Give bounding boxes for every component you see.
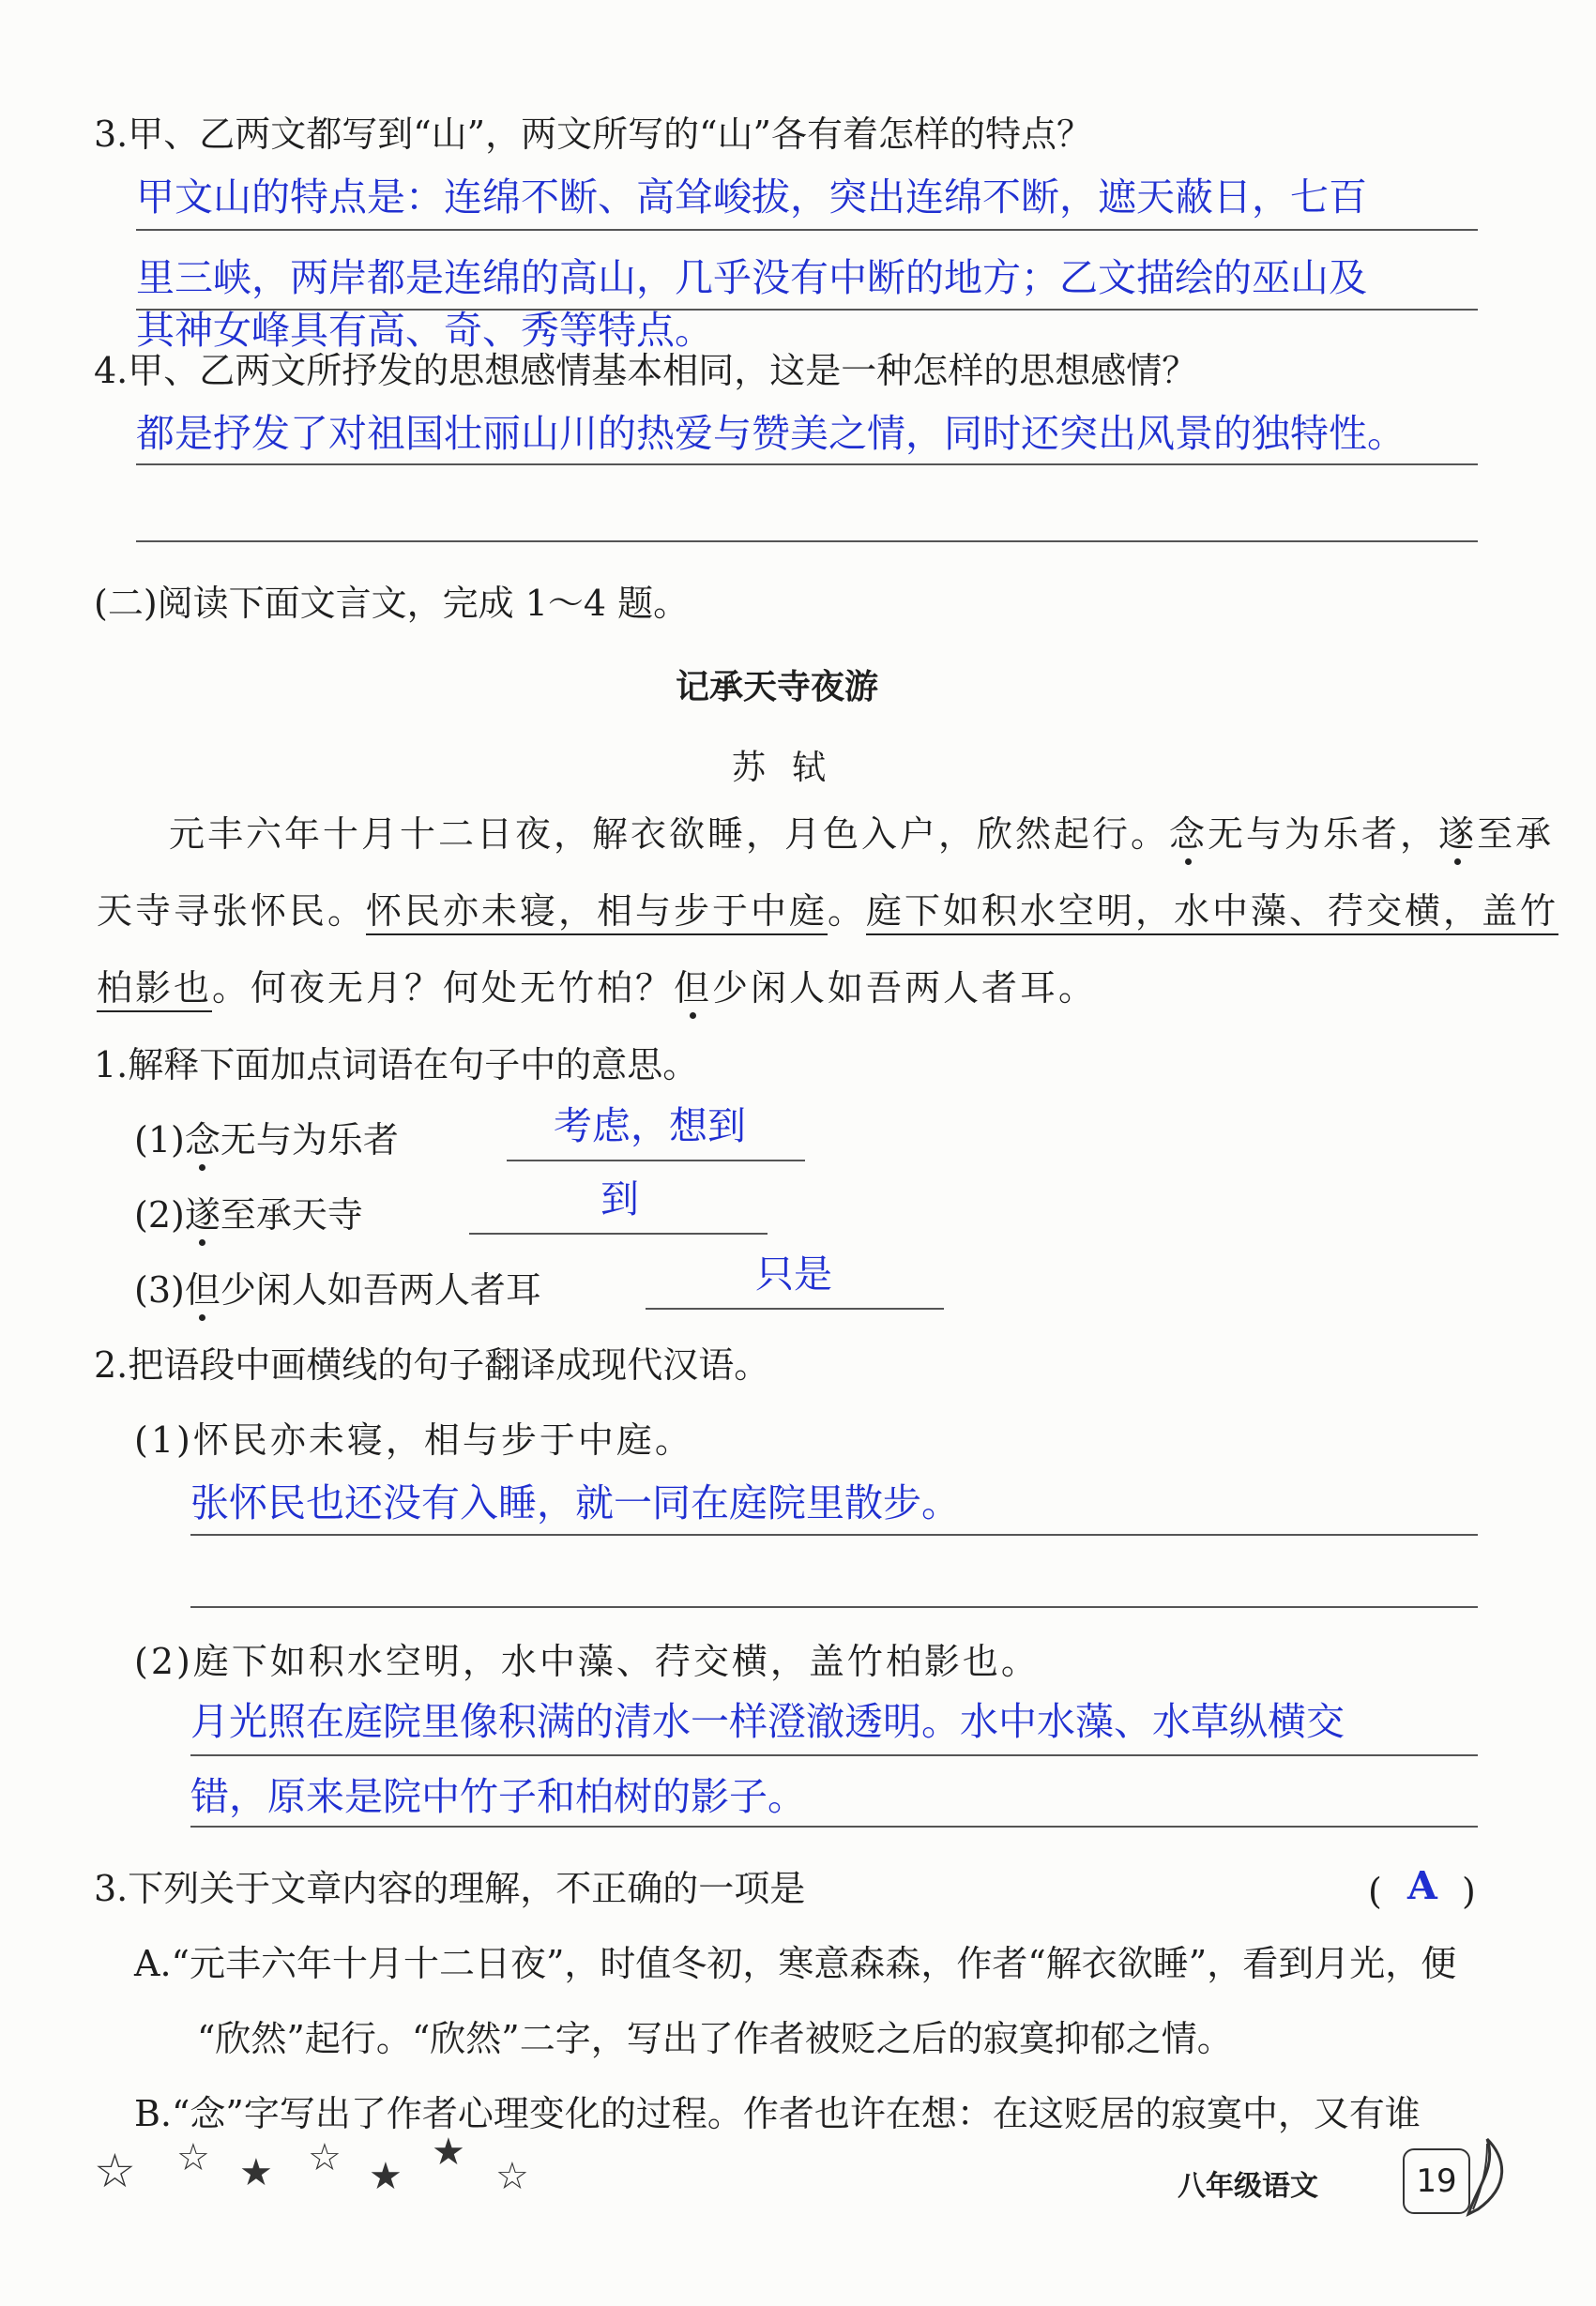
answer-rule [136,540,1478,542]
page-number: 19 [1403,2148,1470,2214]
star-icon: ☆ [308,2136,342,2179]
leaf-icon [1459,2130,1515,2223]
answer-3-line-1: 甲文山的特点是：连绵不断、高耸峻拔，突出连绵不断，遮天蔽日，七百 [136,174,1367,220]
question-2: 2.把语段中画横线的句子翻译成现代汉语。 [94,1344,770,1386]
q1-item-1: (1)念无与为乐者 [134,1119,399,1161]
passage-title: 记承天寺夜游 [676,668,879,706]
passage-line-2: 天寺寻张怀民。怀民亦未寝，相与步于中庭。庭下如积水空明，水中藻、荇交横，盖竹 [97,893,1558,929]
answer-rule [190,1534,1478,1536]
answer-paren-left: ( [1368,1871,1382,1912]
q2-answer-2-line-1: 月光照在庭院里像积满的清水一样澄澈透明。水中水藻、水草纵横交 [190,1699,1345,1744]
q2-answer-2-line-2: 错，原来是院中竹子和柏树的影子。 [190,1774,806,1819]
question-4-top: 4.甲、乙两文所抒发的思想感情基本相同，这是一种怎样的思想感情？ [94,350,1198,391]
q2-sentence-2: (2)庭下如积水空明，水中藻、荇交横，盖竹柏影也。 [134,1641,1040,1682]
grade-label: 八年级语文 [1178,2170,1318,2203]
question-3: 3.下列关于文章内容的理解，不正确的一项是 [94,1868,806,1909]
answer-rule [136,229,1478,231]
star-icon: ☆ [495,2155,529,2198]
star-icon: ☆ [176,2136,210,2179]
q1-answer-2: 到 [600,1176,639,1221]
passage-author: 苏轼 [732,749,853,787]
answer-rule [190,1826,1478,1828]
q2-answer-1: 张怀民也还没有入睡，就一同在庭院里散步。 [190,1480,960,1525]
answer-3-line-2: 里三峡，两岸都是连绵的高山，几乎没有中断的地方；乙文描绘的巫山及 [136,255,1367,300]
answer-4: 都是抒发了对祖国壮丽山川的热爱与赞美之情，同时还突出风景的独特性。 [136,411,1406,456]
q3-answer: A [1407,1863,1437,1908]
answer-blank [469,1233,768,1235]
q1-answer-1: 考虑，想到 [554,1103,746,1148]
answer-rule [190,1754,1478,1756]
passage-line-3: 柏影也。何夜无月？何处无竹柏？但少闲人如吾两人者耳。 [97,970,1097,1006]
passage-line-1: 元丰六年十月十二日夜，解衣欲睡，月色入户，欣然起行。念无与为乐者，遂至承 [169,813,1555,855]
answer-rule [136,463,1478,465]
q3-option-b-line-1: B.“念”字写出了作者心理变化的过程。作者也许在想：在这贬居的寂寞中，又有谁 [134,2093,1421,2134]
question-1: 1.解释下面加点词语在句子中的意思。 [94,1044,699,1085]
answer-rule [190,1606,1478,1608]
star-icon: ★ [239,2151,273,2194]
star-icon: ★ [369,2155,403,2198]
star-icon: ★ [432,2131,465,2174]
q3-option-a-line-1: A.“元丰六年十月十二日夜”，时值冬初，寒意森森，作者“解衣欲睡”，看到月光，便 [134,1943,1457,1984]
star-icon: ☆ [94,2144,136,2198]
q2-sentence-1: (1)怀民亦未寝，相与步于中庭。 [134,1419,693,1461]
question-3-top: 3.甲、乙两文都写到“山”，两文所写的“山”各有着怎样的特点？ [94,114,1092,155]
answer-paren-right: ) [1462,1871,1476,1912]
answer-3-line-3: 其神女峰具有高、奇、秀等特点。 [136,308,713,353]
q1-answer-3: 只是 [755,1252,832,1297]
section-heading: (二)阅读下面文言文，完成 1～4 题。 [94,583,690,624]
answer-blank [507,1160,805,1161]
q3-option-a-line-2: “欣然”起行。“欣然”二字，写出了作者被贬之后的寂寞抑郁之情。 [197,2018,1233,2059]
q1-item-3: (3)但少闲人如吾两人者耳 [134,1269,541,1311]
q1-item-2: (2)遂至承天寺 [134,1194,363,1236]
answer-blank [646,1308,944,1310]
